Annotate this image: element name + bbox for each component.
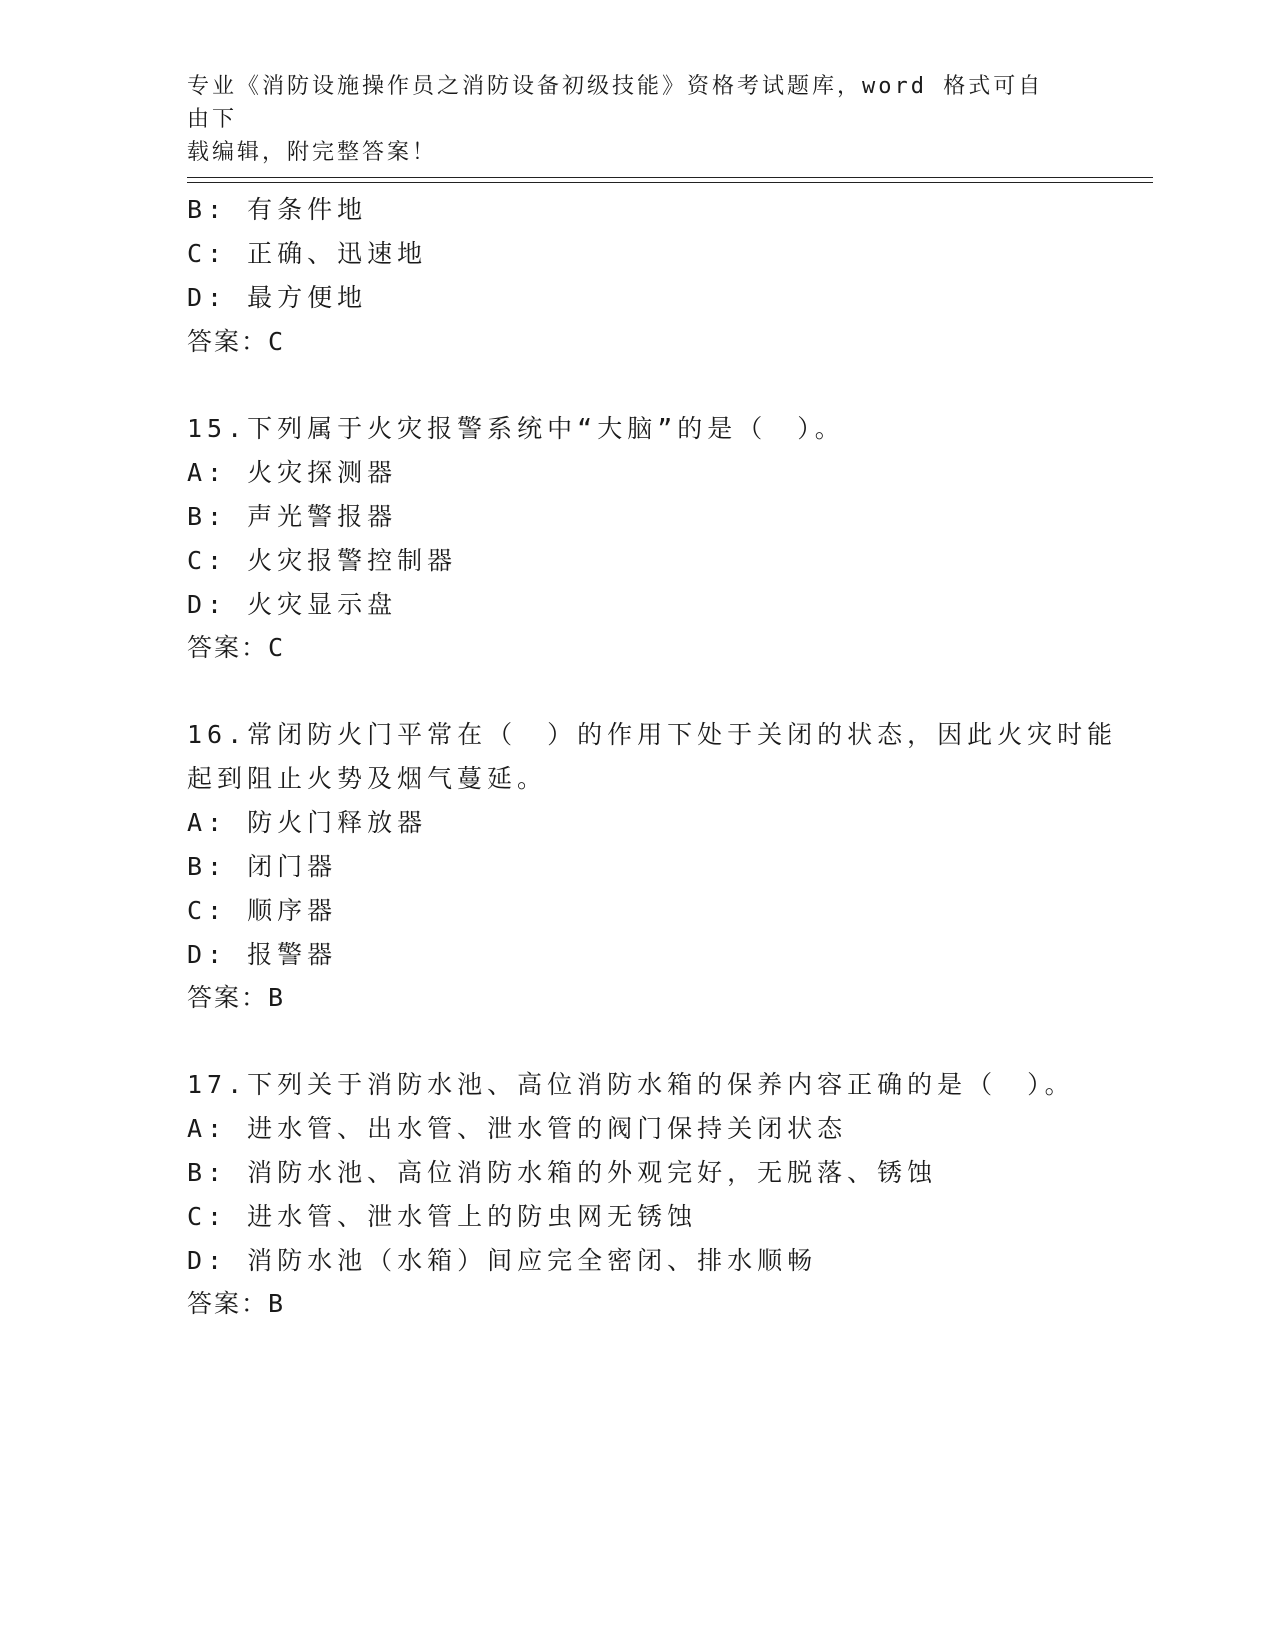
header-line-2: 载编辑，附完整答案！ bbox=[187, 140, 438, 165]
header-divider-bottom bbox=[187, 182, 1153, 183]
q16-option-c: C: 顺序器 bbox=[187, 896, 338, 925]
q15-stem: 15.下列属于火灾报警系统中“大脑”的是（ ）。 bbox=[187, 414, 845, 443]
q15-option-c: C: 火灾报警控制器 bbox=[187, 546, 458, 575]
answer-value: B bbox=[268, 983, 286, 1012]
q14-option-b: B: 有条件地 bbox=[187, 195, 368, 224]
q16-stem-line-2: 起到阻止火势及烟气蔓延。 bbox=[187, 764, 548, 793]
q14-option-d: D: 最方便地 bbox=[187, 283, 368, 312]
answer-value: B bbox=[268, 1289, 286, 1318]
header-divider-top bbox=[187, 177, 1153, 178]
q15-option-d: D: 火灾显示盘 bbox=[187, 590, 398, 619]
q17-option-d: D: 消防水池（水箱）间应完全密闭、排水顺畅 bbox=[187, 1246, 818, 1275]
q16-answer bbox=[187, 981, 285, 1015]
q16-option-b: B: 闭门器 bbox=[187, 852, 338, 881]
q17-stem: 17.下列关于消防水池、高位消防水箱的保养内容正确的是（ ）。 bbox=[187, 1070, 1075, 1099]
document-header bbox=[187, 70, 1067, 169]
q17-option-a: A: 进水管、出水管、泄水管的阀门保持关闭状态 bbox=[187, 1114, 848, 1143]
q15-answer bbox=[187, 631, 285, 665]
q15-option-a: A: 火灾探测器 bbox=[187, 458, 398, 487]
header-line-1: 专业《消防设施操作员之消防设备初级技能》资格考试题库，word 格式可自由下 bbox=[187, 74, 1044, 132]
answer-label: 答案： bbox=[187, 983, 269, 1012]
q16-option-d: D: 报警器 bbox=[187, 940, 338, 969]
answer-label: 答案： bbox=[187, 327, 269, 356]
answer-value: C bbox=[268, 327, 286, 356]
q17-option-c: C: 进水管、泄水管上的防虫网无锈蚀 bbox=[187, 1202, 698, 1231]
answer-value: C bbox=[268, 633, 286, 662]
q16-stem-line-1: 16.常闭防火门平常在（ ）的作用下处于关闭的状态，因此火灾时能 bbox=[187, 720, 1118, 749]
answer-label: 答案： bbox=[187, 1289, 269, 1318]
q15-option-b: B: 声光警报器 bbox=[187, 502, 398, 531]
q14-option-c: C: 正确、迅速地 bbox=[187, 239, 428, 268]
q17-answer bbox=[187, 1287, 285, 1321]
answer-label: 答案： bbox=[187, 633, 269, 662]
q14-answer bbox=[187, 325, 285, 359]
q17-option-b: B: 消防水池、高位消防水箱的外观完好，无脱落、锈蚀 bbox=[187, 1158, 938, 1187]
q16-option-a: A: 防火门释放器 bbox=[187, 808, 428, 837]
